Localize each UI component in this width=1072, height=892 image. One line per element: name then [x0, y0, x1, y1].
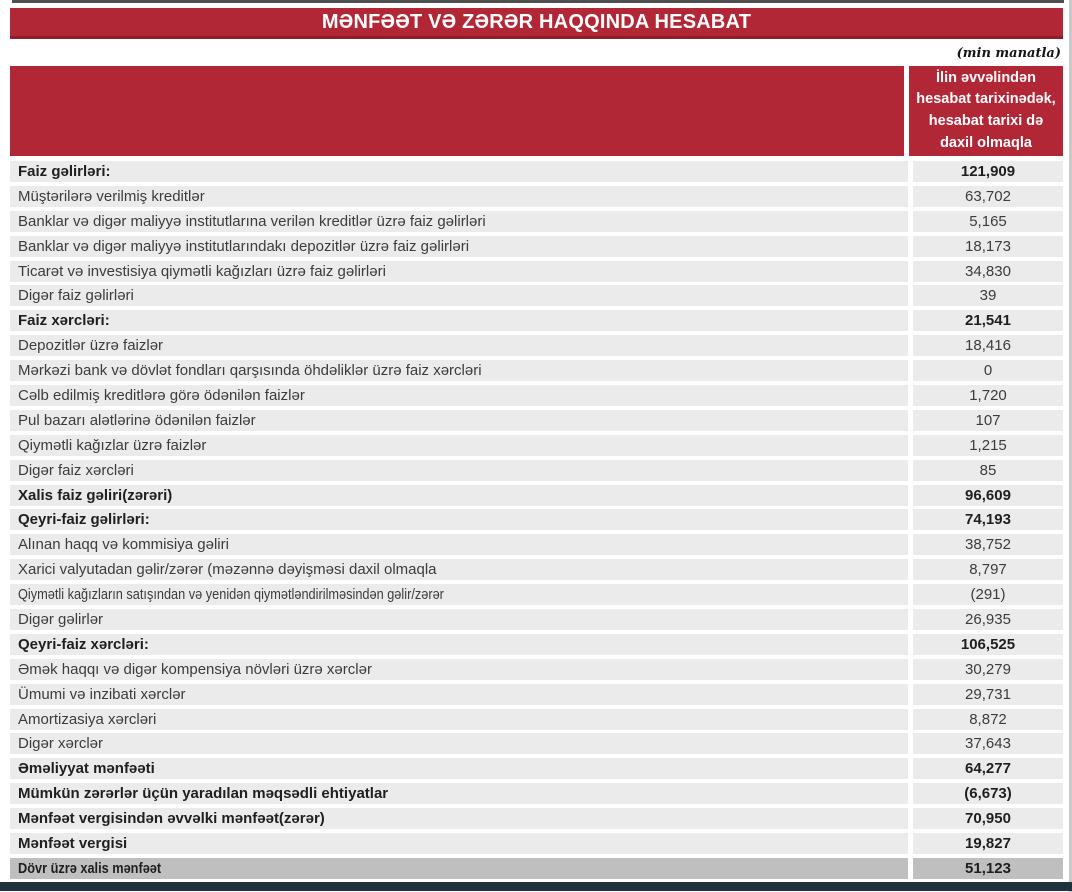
row-value: 121,909: [960, 163, 1016, 180]
row-value: 34,830: [965, 262, 1011, 280]
row-value: 106,525: [960, 635, 1016, 653]
row-value: 19,827: [965, 835, 1011, 853]
row-label: Ticarət və investisiya qiymətli kağızları üzrə faiz gəlirləri: [18, 262, 386, 280]
row-value: 8,872: [969, 710, 1007, 728]
row-value: 8,797: [969, 561, 1007, 579]
row-value: 29,731: [965, 685, 1011, 703]
row-value: 5,165: [969, 212, 1007, 230]
row-label: Əmək haqqı və digər kompensiya növləri üzrə xərclər: [18, 660, 372, 678]
table-body: [10, 161, 1063, 879]
row-label: Əməliyyat mənfəəti: [18, 760, 155, 778]
table-row: [10, 709, 1063, 730]
table-row: [10, 261, 1063, 282]
row-value: (291): [970, 586, 1006, 604]
row-value: 107: [975, 411, 1001, 429]
row-value: 18,416: [965, 337, 1011, 355]
row-label: Qiymətli kağızların satışından və yenidən qiymətləndirilməsindən gəlir/zərər: [18, 586, 444, 604]
report-title: MƏNFƏƏT VƏ ZƏRƏR HAQQINDA HESABAT: [321, 10, 752, 33]
table-header-value-cell: [909, 66, 1063, 156]
row-value: 63,702: [965, 187, 1011, 205]
table-row: [10, 534, 1063, 555]
row-value: 70,950: [965, 810, 1011, 828]
table-row: [10, 410, 1063, 431]
row-label: Depozitlər üzrə faizlər: [18, 337, 164, 355]
row-value: 1,215: [969, 436, 1007, 454]
row-label: Dövr üzrə xalis mənfəət: [18, 859, 162, 877]
row-label: Müştərilərə verilmiş kreditlər: [18, 187, 205, 205]
table-row: [10, 609, 1063, 630]
row-label: Mümkün zərərlər üçün yaradılan məqsədli ehtiyatlar: [18, 785, 389, 803]
table-row: [10, 808, 1063, 829]
row-label: Ümumi və inzibati xərclər: [18, 685, 186, 703]
table-row: [10, 833, 1063, 854]
table-header-row: [10, 66, 1063, 156]
table-row: [10, 310, 1063, 331]
row-label: Mərkəzi bank və dövlət fondları qarşısında öhdəliklər üzrə faiz xərcləri: [18, 362, 482, 380]
row-label: Qeyri-faiz gəlirləri:: [18, 511, 150, 529]
table-header-label-cell: [10, 66, 904, 156]
table-row: [10, 659, 1063, 680]
table-row: [10, 509, 1063, 530]
row-label: Digər gəlirlər: [18, 611, 104, 629]
row-label: Cəlb edilmiş kreditlərə görə ödənilən faizlər: [18, 387, 305, 405]
row-value: 30,279: [965, 660, 1011, 678]
row-label: Alınan haqq və kommisiya gəliri: [18, 536, 229, 554]
table-row: [10, 335, 1063, 356]
table-row: [10, 360, 1063, 381]
table-row: [10, 435, 1063, 456]
row-label: Digər faiz xərcləri: [18, 461, 134, 479]
row-value: 26,935: [965, 611, 1011, 629]
row-value: (6,673): [964, 785, 1012, 803]
table-row: [10, 783, 1063, 804]
row-label: Pul bazarı alətlərinə ödənilən faizlər: [18, 411, 256, 429]
report-title-bar: [10, 8, 1063, 39]
page-top-border: [12, 0, 1064, 3]
row-label: Digər xərclər: [18, 735, 104, 753]
table-row: [10, 485, 1063, 506]
row-value: 1,720: [969, 387, 1007, 405]
table-row: [10, 584, 1063, 605]
table-row: [10, 186, 1063, 207]
row-value: 37,643: [965, 735, 1011, 753]
row-label: Xarici valyutadan gəlir/zərər (məzənnə dəyişməsi daxil olmaqla: [18, 561, 437, 579]
row-value: 64,277: [965, 760, 1011, 778]
table-row: [10, 460, 1063, 481]
row-value: 39: [979, 287, 997, 305]
row-value: 96,609: [965, 486, 1011, 504]
row-value: 74,193: [965, 511, 1011, 529]
value-column-header: İlin əvvəlindən hesabat tarixinədək, hesabat tarixi də daxil olmaqla: [916, 69, 1056, 151]
table-row: [10, 285, 1063, 306]
table-row: [10, 559, 1063, 580]
table-row: [10, 161, 1063, 182]
row-value: 18,173: [965, 237, 1011, 255]
row-value: 38,752: [965, 536, 1011, 554]
unit-note: (min manatla): [956, 46, 1061, 61]
row-label: Amortizasiya xərcləri: [18, 710, 157, 728]
row-label: Faiz gəlirləri:: [18, 163, 111, 180]
table-row: [10, 858, 1063, 879]
page-bottom-bar: [0, 882, 1072, 891]
row-label: Xalis faiz gəliri(zərəri): [18, 486, 173, 504]
table-row: [10, 211, 1063, 232]
table-row: [10, 758, 1063, 779]
table-row: [10, 236, 1063, 257]
table-row: [10, 684, 1063, 705]
row-label: Digər faiz gəlirləri: [18, 287, 134, 305]
table-row: [10, 733, 1063, 754]
row-value: 21,541: [965, 312, 1011, 330]
row-value: 51,123: [965, 859, 1011, 877]
row-label: Qiymətli kağızlar üzrə faizlər: [18, 436, 207, 454]
table-row: [10, 634, 1063, 655]
table-row: [10, 385, 1063, 406]
row-value: 0: [983, 362, 993, 380]
report-document: [10, 8, 1063, 883]
row-label: Banklar və digər maliyyə institutlarındakı depozitlər üzrə faiz gəlirləri: [18, 237, 470, 255]
row-label: Mənfəət vergisi: [18, 835, 128, 853]
row-label: Banklar və digər maliyyə institutlarına verilən kreditlər üzrə faiz gəlirləri: [18, 212, 486, 230]
row-label: Qeyri-faiz xərcləri:: [18, 635, 149, 653]
row-value: 85: [979, 461, 997, 479]
row-label: Faiz xərcləri:: [18, 312, 110, 330]
row-label: Mənfəət vergisindən əvvəlki mənfəət(zərər): [18, 810, 325, 828]
